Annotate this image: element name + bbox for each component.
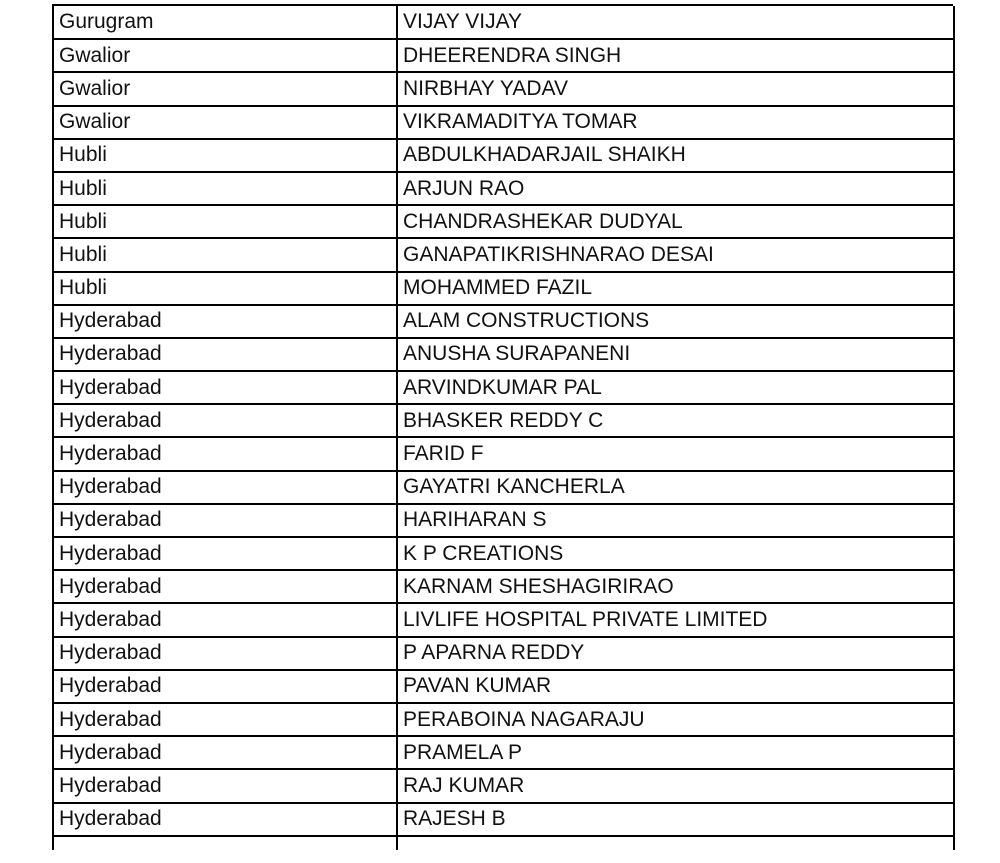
table-row-partial bbox=[53, 836, 954, 850]
city-cell[interactable]: Hyderabad bbox=[53, 736, 397, 769]
table-row bbox=[53, 205, 954, 238]
table-row bbox=[53, 437, 954, 470]
table-row bbox=[53, 637, 954, 670]
name-cell[interactable]: RAJ KUMAR bbox=[397, 769, 954, 802]
city-cell[interactable]: Hyderabad bbox=[53, 570, 397, 603]
name-cell-empty[interactable] bbox=[397, 836, 954, 850]
name-cell[interactable]: BHASKER REDDY C bbox=[397, 404, 954, 437]
name-cell[interactable]: ALAM CONSTRUCTIONS bbox=[397, 305, 954, 338]
city-cell[interactable]: Hyderabad bbox=[53, 670, 397, 703]
city-cell[interactable]: Hubli bbox=[53, 272, 397, 305]
city-cell[interactable]: Gwalior bbox=[53, 72, 397, 105]
table-row bbox=[53, 39, 954, 72]
name-cell[interactable]: K P CREATIONS bbox=[397, 537, 954, 570]
name-cell[interactable]: ARVINDKUMAR PAL bbox=[397, 371, 954, 404]
city-cell[interactable]: Hubli bbox=[53, 205, 397, 238]
city-cell[interactable]: Hyderabad bbox=[53, 437, 397, 470]
name-cell[interactable]: ANUSHA SURAPANENI bbox=[397, 338, 954, 371]
table-row bbox=[53, 736, 954, 769]
table-row bbox=[53, 6, 954, 39]
city-cell[interactable]: Hyderabad bbox=[53, 769, 397, 802]
name-cell[interactable]: VIJAY VIJAY bbox=[397, 6, 954, 39]
city-cell[interactable]: Hyderabad bbox=[53, 537, 397, 570]
table-row bbox=[53, 570, 954, 603]
name-cell[interactable]: PRAMELA P bbox=[397, 736, 954, 769]
city-cell[interactable]: Hyderabad bbox=[53, 471, 397, 504]
city-cell[interactable]: Hyderabad bbox=[53, 803, 397, 836]
name-cell[interactable]: GANAPATIKRISHNARAO DESAI bbox=[397, 238, 954, 271]
city-cell[interactable]: Hyderabad bbox=[53, 603, 397, 636]
table-row bbox=[53, 272, 954, 305]
city-cell[interactable]: Hyderabad bbox=[53, 703, 397, 736]
name-cell[interactable]: ARJUN RAO bbox=[397, 172, 954, 205]
table-row bbox=[53, 404, 954, 437]
table-row bbox=[53, 670, 954, 703]
name-cell[interactable]: GAYATRI KANCHERLA bbox=[397, 471, 954, 504]
name-cell[interactable]: NIRBHAY YADAV bbox=[397, 72, 954, 105]
city-cell-empty[interactable] bbox=[53, 836, 397, 850]
name-cell[interactable]: ABDULKHADARJAIL SHAIKH bbox=[397, 139, 954, 172]
city-cell[interactable]: Hyderabad bbox=[53, 338, 397, 371]
name-cell[interactable]: HARIHARAN S bbox=[397, 504, 954, 537]
name-cell[interactable]: P APARNA REDDY bbox=[397, 637, 954, 670]
table-body bbox=[53, 6, 954, 850]
table-row bbox=[53, 72, 954, 105]
city-cell[interactable]: Hubli bbox=[53, 172, 397, 205]
city-cell[interactable]: Hyderabad bbox=[53, 637, 397, 670]
city-cell[interactable]: Hubli bbox=[53, 139, 397, 172]
city-cell[interactable]: Hyderabad bbox=[53, 371, 397, 404]
name-cell[interactable]: VIKRAMADITYA TOMAR bbox=[397, 106, 954, 139]
table-row bbox=[53, 371, 954, 404]
table-row bbox=[53, 603, 954, 636]
table-row bbox=[53, 305, 954, 338]
table-row bbox=[53, 471, 954, 504]
table-row bbox=[53, 537, 954, 570]
city-cell[interactable]: Hyderabad bbox=[53, 504, 397, 537]
city-cell[interactable]: Hyderabad bbox=[53, 305, 397, 338]
name-cell[interactable]: LIVLIFE HOSPITAL PRIVATE LIMITED bbox=[397, 603, 954, 636]
city-name-table bbox=[52, 6, 955, 850]
table-row bbox=[53, 238, 954, 271]
table-row bbox=[53, 703, 954, 736]
name-cell[interactable]: DHEERENDRA SINGH bbox=[397, 39, 954, 72]
table-row bbox=[53, 504, 954, 537]
name-cell[interactable]: FARID F bbox=[397, 437, 954, 470]
name-cell[interactable]: CHANDRASHEKAR DUDYAL bbox=[397, 205, 954, 238]
table-row bbox=[53, 803, 954, 836]
city-cell[interactable]: Hubli bbox=[53, 238, 397, 271]
name-cell[interactable]: RAJESH B bbox=[397, 803, 954, 836]
spreadsheet-table-container bbox=[52, 4, 953, 850]
table-row bbox=[53, 106, 954, 139]
table-row bbox=[53, 172, 954, 205]
city-cell[interactable]: Hyderabad bbox=[53, 404, 397, 437]
name-cell[interactable]: MOHAMMED FAZIL bbox=[397, 272, 954, 305]
table-row bbox=[53, 139, 954, 172]
table-row bbox=[53, 338, 954, 371]
table-row bbox=[53, 769, 954, 802]
name-cell[interactable]: PAVAN KUMAR bbox=[397, 670, 954, 703]
name-cell[interactable]: KARNAM SHESHAGIRIRAO bbox=[397, 570, 954, 603]
name-cell[interactable]: PERABOINA NAGARAJU bbox=[397, 703, 954, 736]
city-cell[interactable]: Gwalior bbox=[53, 39, 397, 72]
city-cell[interactable]: Gwalior bbox=[53, 106, 397, 139]
city-cell[interactable]: Gurugram bbox=[53, 6, 397, 39]
